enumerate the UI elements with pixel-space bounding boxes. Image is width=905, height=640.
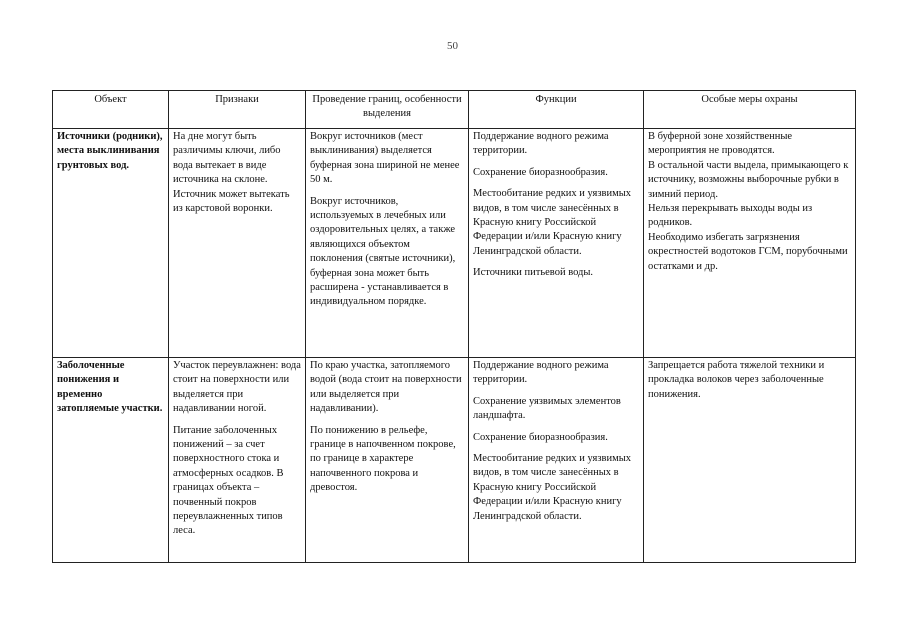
functions-paragraph: Местообитание редких и уязвимых видов, в том числе занесённых в Красную книгу Российской Федерации и/или Красную книгу Ленинградской области. — [473, 453, 632, 522]
header-measures: Особые меры охраны — [644, 91, 856, 129]
functions-paragraph: Поддержание водного режима территории. — [473, 360, 609, 386]
header-signs: Признаки — [169, 91, 306, 129]
measures-paragraph: Запрещается работа тяжелой техники и прокладка волоков через заболоченные понижения. — [648, 360, 825, 400]
protection-table — [52, 90, 856, 563]
functions-paragraph: Сохранение биоразнообразия. — [473, 166, 608, 178]
header-functions: Функции — [469, 91, 644, 129]
table-row — [53, 358, 856, 563]
signs-paragraph: На дне могут быть различимы ключи, либо вода вытекает в виде источника на склоне. Источник может вытекать из карстовой воронки. — [173, 131, 290, 215]
measures-cell — [644, 129, 856, 358]
header-boundaries: Проведение границ, особенности выделения — [306, 91, 469, 129]
boundaries-cell — [306, 129, 469, 358]
functions-cell — [469, 129, 644, 358]
functions-paragraph: Сохранение биоразнообразия. — [473, 431, 608, 443]
boundaries-paragraph: Вокруг источников, используемых в лечебных или оздоровительных целях, а также являющихся объектом поклонения (святые источники), буферная зона может быть расширена - устанавливается в индивидуальном порядке. — [310, 195, 456, 308]
page-number: 50 — [447, 40, 458, 52]
measures-paragraph: В буферной зоне хозяйственные мероприятия не проводятся. — [648, 131, 793, 157]
boundaries-cell — [306, 358, 469, 563]
functions-paragraph: Местообитание редких и уязвимых видов, в том числе занесённых в Красную книгу Российской Федерации и/или Красную книгу Ленинградской области. — [473, 188, 632, 257]
boundaries-paragraph: По краю участка, затопляемого водой (вода стоит на поверхности или выделяется при надавливании). — [310, 360, 462, 415]
signs-paragraph: Питание заболоченных понижений – за счет поверхностного стока и атмосферных осадков. В границах объекта – почвенный покров переувлажненных типов леса. — [173, 424, 284, 537]
measures-paragraph: В остальной части выдела, примыкающего к источнику, возможны выборочные рубки в зимний период. — [648, 159, 849, 200]
table-row — [53, 129, 856, 358]
functions-cell — [469, 358, 644, 563]
functions-paragraph: Поддержание водного режима территории. — [473, 131, 609, 157]
signs-cell — [169, 129, 306, 358]
measures-paragraph: Необходимо избегать загрязнения окрестностей водотоков ГСМ, порубочными остатками и др. — [648, 231, 848, 272]
functions-paragraph: Сохранение уязвимых элементов ландшафта. — [473, 395, 621, 422]
table-header-row — [53, 91, 856, 129]
header-object: Объект — [53, 91, 169, 129]
signs-cell — [169, 358, 306, 563]
measures-paragraph: Нельзя перекрывать выходы воды из родников. — [648, 203, 813, 229]
object-cell: Заболоченные понижения и временно затопляемые участки. — [53, 358, 169, 563]
signs-paragraph: Участок переувлажнен: вода стоит на поверхности или выделяется при надавливании ногой. — [173, 360, 301, 415]
measures-cell — [644, 358, 856, 563]
boundaries-paragraph: Вокруг источников (мест выклинивания) выделяется буферная зона шириной не менее 50 м. — [310, 131, 460, 186]
boundaries-paragraph: По понижению в рельефе, границе в напочвенном покрове, по границе в характере напочвенного покрова и древостоя. — [310, 424, 456, 494]
object-cell: Источники (родники), места выклинивания грунтовых вод. — [53, 129, 169, 358]
functions-paragraph: Источники питьевой воды. — [473, 267, 594, 279]
